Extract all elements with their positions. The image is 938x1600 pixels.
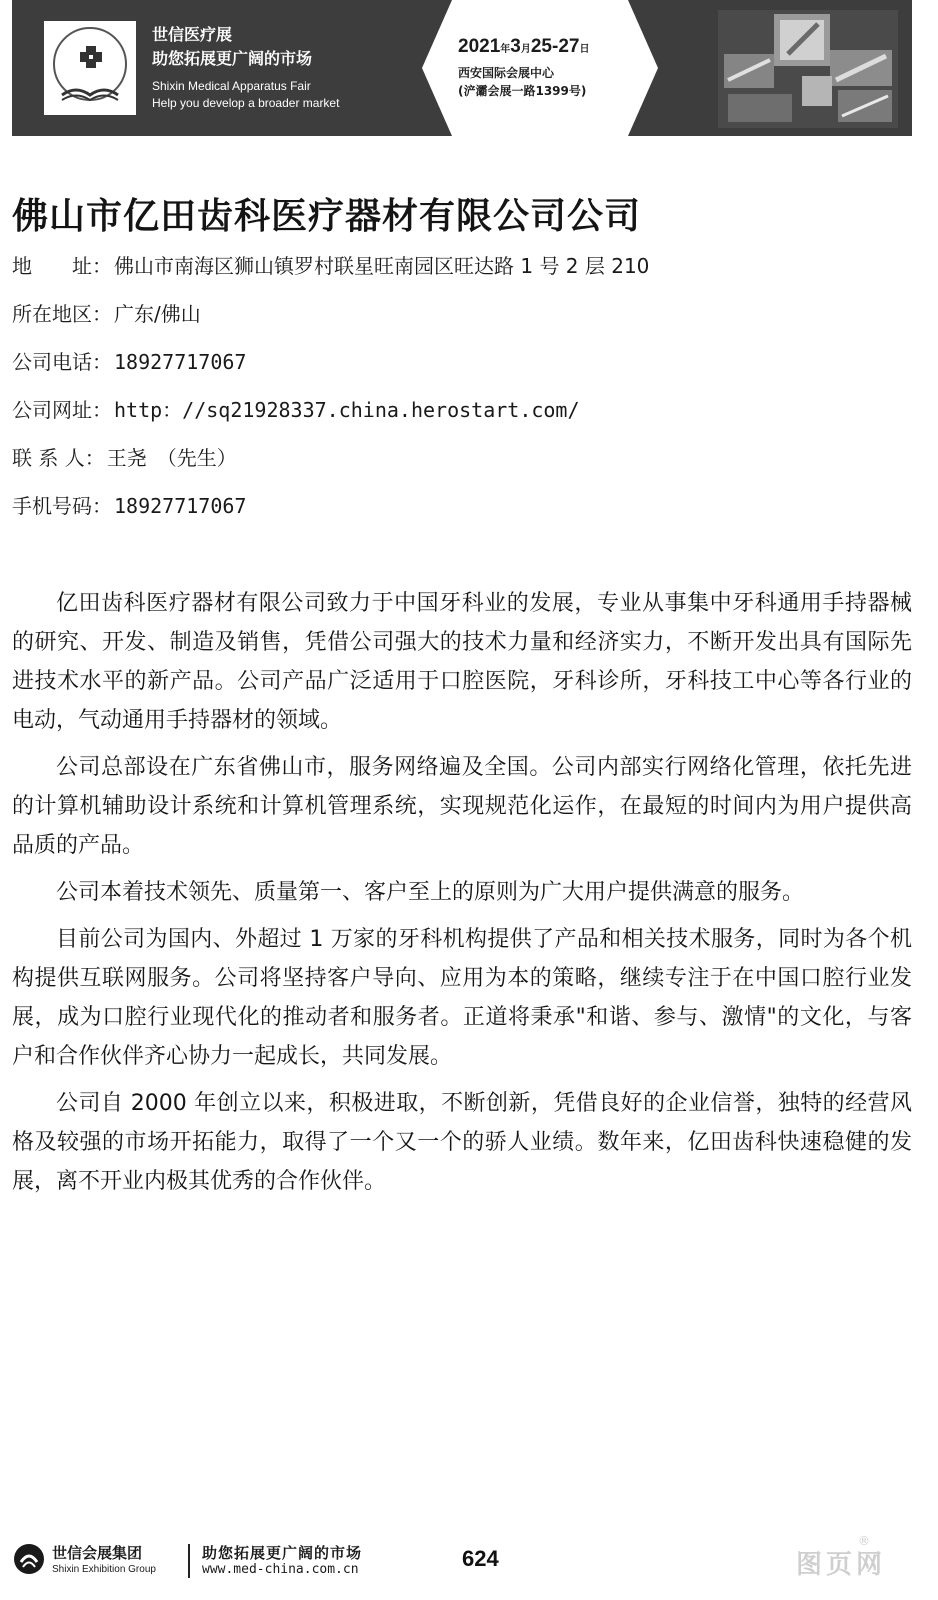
region-label: 所在地区： [12,302,112,326]
contact-row [12,442,237,471]
address-label: 地 址： [12,254,112,278]
phone-value: 18927717067 [114,350,247,374]
logo-book-icon [60,83,120,103]
venue-name: 西安国际会展中心 [458,66,555,80]
mobile-label: 手机号码： [12,494,112,518]
banner-title-cn: 世信医疗展 [152,25,233,44]
banner-name-en: Shixin Medical Apparatus Fair [152,79,311,93]
watermark: 图页网 [796,1550,887,1580]
page-footer [0,1520,938,1600]
description-paragraph: 目前公司为国内、外超过 1 万家的牙科机构提供了产品和相关技术服务，同时为各个机构提供互联网服务。公司将坚持客户导向、应用为本的策略，继续专注于在中国口腔行业发展，成为口腔行业现代化的推动者和服务者。正道将秉承"和谐、参与、激情"的文化，与客户和合作伙伴齐心协力一起成长，共同发展。 [12,927,912,1069]
phone-label: 公司电话： [12,350,112,374]
footer-divider [188,1544,190,1578]
description-paragraph: 公司总部设在广东省佛山市，服务网络遍及全国。公司内部实行网络化管理，依托先进的计算机辅助设计系统和计算机管理系统，实现规范化运作，在最短的时间内为用户提供高品质的产品。 [12,755,912,858]
date-month-unit: 月 [520,44,531,55]
date-month: 3 [510,36,521,57]
registered-mark: ® [858,1534,870,1548]
header-banner [12,0,912,136]
contact-label: 联 系 人： [12,446,105,470]
fair-logo [44,21,136,115]
website-row [12,394,580,423]
address-value: 佛山市南海区狮山镇罗村联星旺南园区旺达路 1 号 2 层 210 [114,254,650,278]
banner-slogan-cn: 助您拓展更广阔的市场 [152,49,313,68]
fair-date [458,36,589,58]
website-link[interactable]: http：//sq21928337.china.herostart.com/ [114,398,580,422]
region-value: 广东/佛山 [114,302,201,326]
dental-tools-image [718,10,898,128]
page-number: 624 [462,1546,499,1571]
footer-url-link[interactable]: www.med-china.com.cn [202,1562,359,1577]
description-paragraph: 亿田齿科医疗器材有限公司致力于中国牙科业的发展，专业从事集中牙科通用手持器械的研究、开发、制造及销售，凭借公司强大的技术力量和经济实力，不断开发出具有国际先进技术水平的新产品。公司产品广泛适用于口腔医院，牙科诊所，牙科技工中心等各行业的电动，气动通用手持器材的领域。 [12,591,912,733]
phone-row [12,346,246,375]
company-name: 佛山市亿田齿科医疗器材有限公司公司 [12,196,642,237]
date-year: 2021 [458,36,501,57]
description-paragraph: 公司自 2000 年创立以来，积极进取，不断创新，凭借良好的企业信誉，独特的经营风格及较强的市场开拓能力，取得了一个又一个的骄人业绩。数年来，亿田齿科快速稳健的发展，离不开业内极其优秀的合作伙伴。 [12,1091,912,1194]
venue-address: (浐灞会展一路1399号) [458,84,587,98]
medical-cross-icon [80,46,102,68]
date-year-unit: 年 [500,44,511,55]
address-row [12,250,649,279]
group-name-cn: 世信会展集团 [52,1544,143,1562]
group-name-en: Shixin Exhibition Group [52,1564,156,1575]
banner-slogan-en: Help you develop a broader market [152,96,340,110]
footer-slogan: 助您拓展更广阔的市场 [202,1544,363,1562]
contact-value: 王尧 （先生） [106,446,237,470]
date-day-unit: 日 [579,44,590,55]
mobile-row [12,490,246,519]
mobile-value: 18927717067 [114,494,247,518]
website-label: 公司网址： [12,398,112,422]
description-paragraph: 公司本着技术领先、质量第一、客户至上的原则为广大用户提供满意的服务。 [56,880,805,905]
group-logo-icon [12,1542,46,1576]
company-description [12,584,912,1209]
region-row [12,298,201,327]
date-days: 25-27 [530,36,580,57]
